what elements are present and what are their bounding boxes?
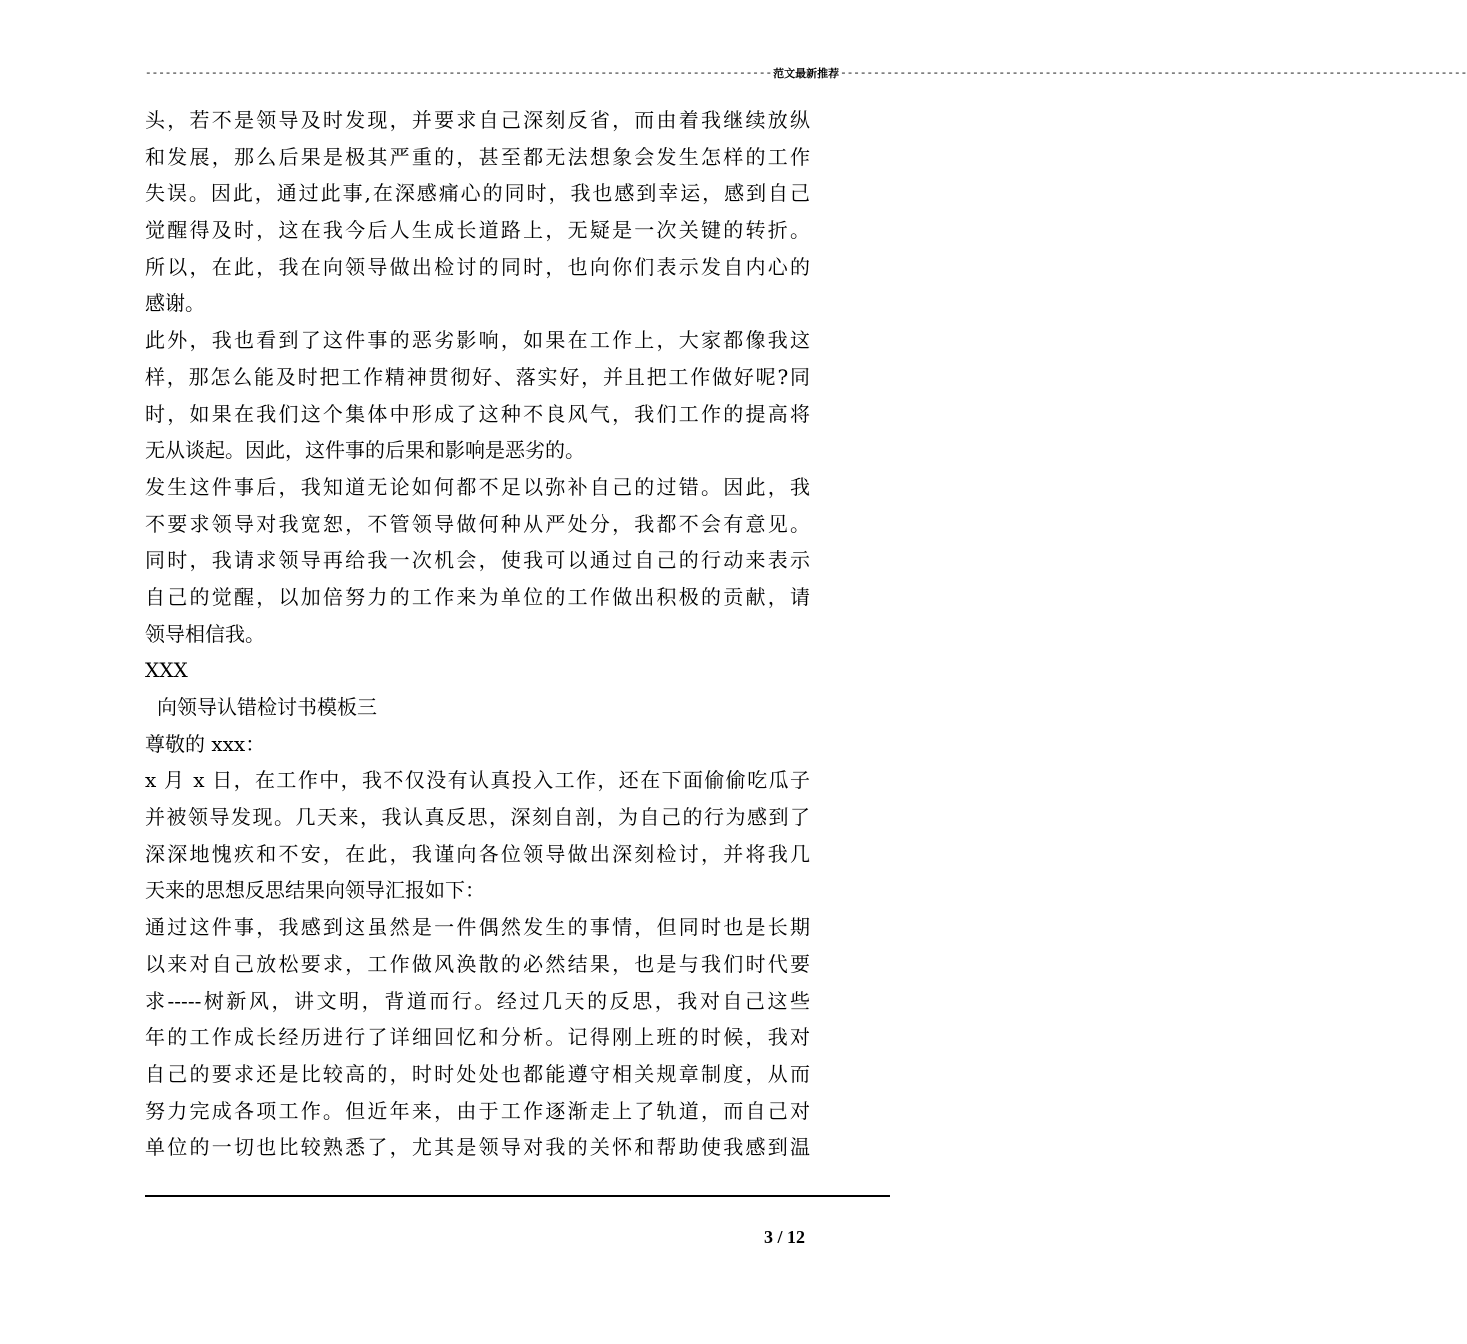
text-line: 努力完成各项工作。但近年来，由于工作逐渐走上了轨道，而自己对 bbox=[145, 1098, 810, 1123]
text-line: 感谢。 bbox=[145, 291, 205, 316]
text-line: 所以，在此，我在向领导做出检讨的同时，也向你们表示发自内心的 bbox=[145, 254, 810, 279]
text-line: 头，若不是领导及时发现，并要求自己深刻反省，而由着我继续放纵 bbox=[145, 108, 810, 132]
text-line: 觉醒得及时，这在我今后人生成长道路上，无疑是一次关键的转折。 bbox=[145, 218, 810, 243]
text-line: XXX bbox=[145, 658, 188, 683]
page-number: 3 / 12 bbox=[763, 1227, 805, 1247]
text-line: 和发展，那么后果是极其严重的，甚至都无法想象会发生怎样的工作 bbox=[145, 144, 810, 169]
text-line: 深深地愧疚和不安，在此，我谨向各位领导做出深刻检讨，并将我几 bbox=[145, 841, 810, 866]
page-header bbox=[145, 66, 1467, 82]
text-line: 通过这件事，我感到这虽然是一件偶然发生的事情，但同时也是长期 bbox=[145, 915, 810, 940]
header-rule-left: ----------------------------------------------------------------------------------------------- bbox=[145, 68, 773, 80]
text-line: 向领导认错检讨书模板三 bbox=[157, 695, 377, 719]
text-line: 求-----树新风，讲文明，背道而行。经过几天的反思，我对自己这些 bbox=[145, 988, 810, 1013]
text-line: 单位的一切也比较熟悉了，尤其是领导对我的关怀和帮助使我感到温 bbox=[145, 1135, 810, 1160]
text-line: 以来对自己放松要求，工作做风涣散的必然结果，也是与我们时代要 bbox=[145, 951, 810, 976]
text-line: 天来的思想反思结果向领导汇报如下： bbox=[145, 878, 485, 903]
text-line: 时，如果在我们这个集体中形成了这种不良风气，我们工作的提高将 bbox=[145, 401, 810, 426]
text-line: 无从谈起。因此，这件事的后果和影响是恶劣的。 bbox=[145, 438, 585, 463]
document-body bbox=[145, 102, 810, 1166]
text-line: x 月 x 日，在工作中，我不仅没有认真投入工作，还在下面偷偷吃瓜子 bbox=[145, 768, 810, 793]
text-line: 并被领导发现。几天来，我认真反思，深刻自剖，为自己的行为感到了 bbox=[145, 805, 810, 830]
text-line: 自己的要求还是比较高的，时时处处也都能遵守相关规章制度，从而 bbox=[145, 1061, 810, 1086]
text-line: 领导相信我。 bbox=[145, 621, 265, 646]
text-line: 年的工作成长经历进行了详细回忆和分析。记得刚上班的时候，我对 bbox=[145, 1025, 810, 1050]
text-line: 不要求领导对我宽恕，不管领导做何种从严处分，我都不会有意见。 bbox=[145, 511, 810, 536]
text-line: 尊敬的 xxx： bbox=[145, 731, 266, 756]
text-line: 样，那怎么能及时把工作精神贯彻好、落实好，并且把工作做好呢?同 bbox=[145, 364, 810, 389]
header-rule-right: ----------------------------------------------------------------------------------------------- bbox=[840, 68, 1467, 80]
text-line: 失误。因此，通过此事,在深感痛心的同时，我也感到幸运，感到自己 bbox=[145, 181, 810, 206]
text-line: 此外，我也看到了这件事的恶劣影响，如果在工作上，大家都像我这 bbox=[145, 328, 810, 353]
footer-rule bbox=[145, 1195, 890, 1197]
text-line: 发生这件事后，我知道无论如何都不足以弥补自己的过错。因此，我 bbox=[145, 474, 810, 499]
text-line: 同时，我请求领导再给我一次机会，使我可以通过自己的行动来表示 bbox=[145, 548, 810, 573]
header-title: 范文最新推荐 bbox=[773, 67, 840, 80]
text-line: 自己的觉醒，以加倍努力的工作来为单位的工作做出积极的贡献，请 bbox=[145, 584, 810, 609]
